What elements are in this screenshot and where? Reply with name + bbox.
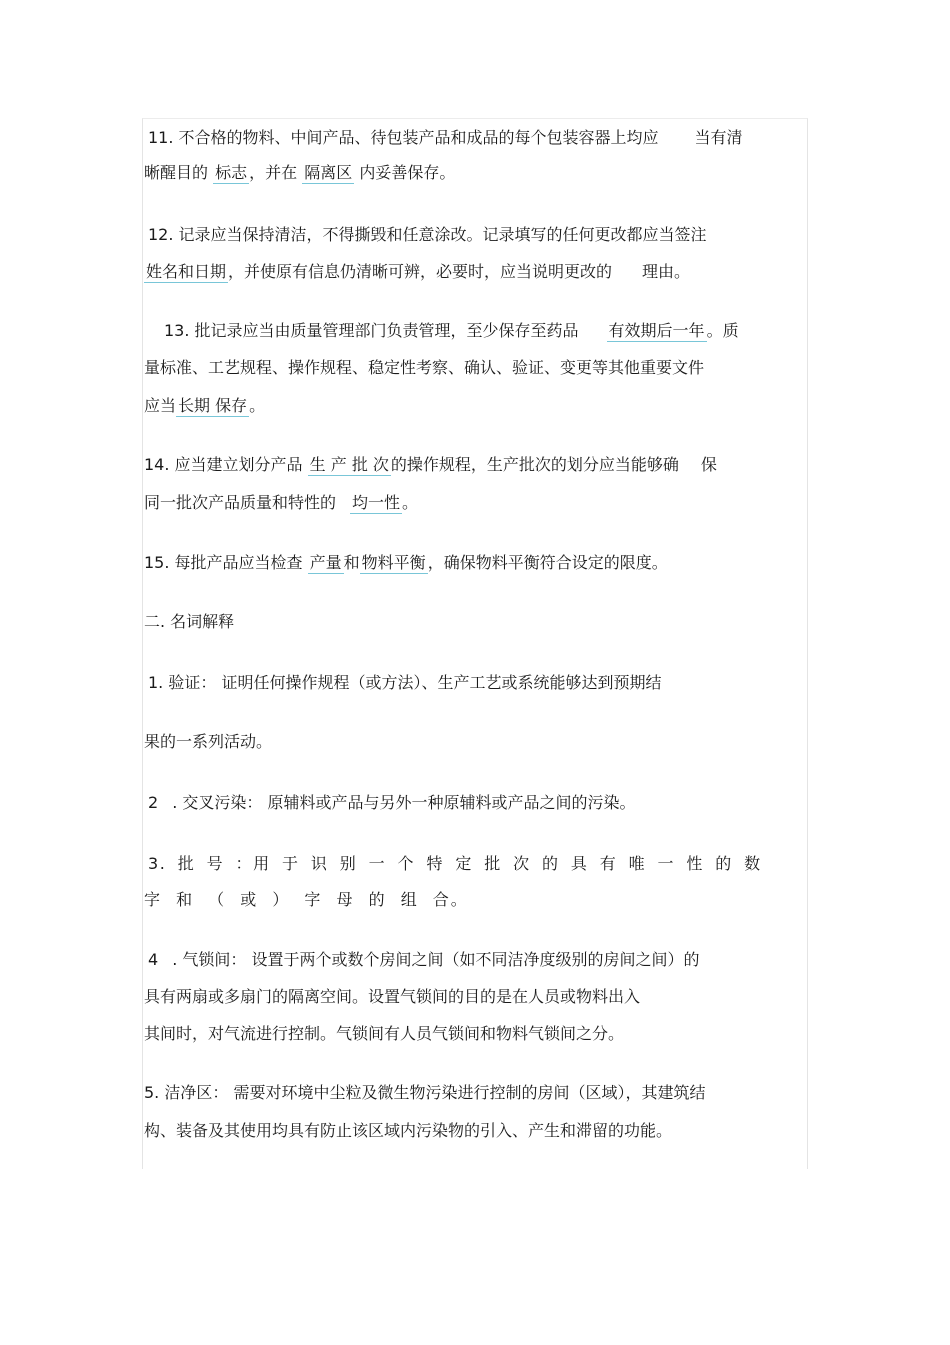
q13-text-e: 。 — [249, 396, 266, 415]
q11-answer-1: 标志 — [215, 163, 248, 182]
q15-answer-1: 产量 — [309, 553, 342, 572]
term2-line — [148, 793, 635, 813]
q11-line2 — [144, 163, 455, 183]
term4-line3 — [144, 1024, 624, 1044]
q13-text-b: 。质 — [706, 321, 739, 340]
q15-text-c: ，确保物料平衡符合设定的限度。 — [427, 553, 668, 572]
q11-text-d: ，并在 — [249, 163, 298, 182]
q13-line3 — [144, 396, 265, 416]
term5-text-b: 构、装备及其使用均具有防止该区域内污染物的引入、产生和滞留的功能。 — [144, 1121, 673, 1140]
q14-line2 — [144, 493, 418, 513]
q14-text-b: 的操作规程，生产批次的划分应当能够确 — [390, 455, 679, 474]
term2-number: 2 — [148, 793, 159, 812]
term4-text-b: 具有两扇或多扇门的隔离空间。设置气锁间的目的是在人员或物料出入 — [144, 987, 641, 1006]
q13-line2 — [144, 358, 704, 378]
term3-line2 — [144, 890, 469, 910]
term3-line1 — [148, 854, 762, 874]
q15-text-b: 和 — [343, 553, 360, 572]
q12-text-c: 理由。 — [642, 262, 691, 281]
q14-answer-1: 生 产 批 次 — [309, 455, 389, 474]
q13-line1 — [164, 321, 739, 341]
q12-text-a: 12. 记录应当保持清洁，不得撕毁和任意涂改。记录填写的任何更改都应当签注 — [148, 225, 707, 244]
q13-answer-2: 长期 保存 — [178, 396, 248, 415]
term3-text-a: 3. 批 号 ：用 于 识 别 一 个 特 定 批 次 的 具 有 唯 一 性 的 数 — [148, 854, 762, 873]
term1-line1 — [148, 673, 661, 693]
term4-line1 — [148, 950, 699, 970]
term4-text-c: 其间时，对气流进行控制。气锁间有人员气锁间和物料气锁间之分。 — [144, 1024, 625, 1043]
term5-line2 — [144, 1121, 672, 1141]
term5-text-a: 5. 洁净区： 需要对环境中尘粒及微生物污染进行控制的房间（区域），其建筑结 — [144, 1083, 706, 1102]
q14-text-a: 14. 应当建立划分产品 — [144, 455, 303, 474]
q15-line — [144, 553, 668, 573]
q12-line1 — [148, 225, 707, 245]
term3-text-b: 字 和 （ 或 ） 字 母 的 组 合。 — [144, 890, 469, 909]
q14-answer-2: 均一性 — [352, 493, 401, 512]
q12-answer-1: 姓名和日期 — [146, 262, 227, 281]
q11-text-e: 内妥善保存。 — [359, 163, 456, 182]
q13-text-a: 13. 批记录应当由质量管理部门负责管理，至少保存至药品 — [164, 321, 579, 340]
q15-answer-2: 物料平衡 — [361, 553, 426, 572]
q12-line2 — [144, 262, 690, 282]
term4-number: 4 — [148, 950, 159, 969]
term4-line2 — [144, 987, 640, 1007]
q12-text-b: ，并使原有信息仍清晰可辨，必要时，应当说明更改的 — [228, 262, 613, 281]
term1-line2 — [144, 732, 272, 752]
q13-text-d: 应当 — [144, 396, 177, 415]
q11-text-c: 晰醒目的 — [144, 163, 209, 182]
q13-text-c: 量标准、工艺规程、操作规程、稳定性考察、确认、验证、变更等其他重要文件 — [144, 358, 705, 377]
q11-text-b: 当有清 — [694, 128, 743, 147]
section-2-heading — [144, 612, 234, 632]
q15-text-a: 15. 每批产品应当检查 — [144, 553, 303, 572]
q11-line1 — [148, 128, 743, 148]
term1-text-a: 1. 验证： 证明任何操作规程（或方法）、生产工艺或系统能够达到预期结 — [148, 673, 662, 692]
term1-text-b: 果的一系列活动。 — [144, 732, 273, 751]
q11-text-a: 11. 不合格的物料、中间产品、待包装产品和成品的每个包装容器上均应 — [148, 128, 659, 147]
q13-answer-1: 有效期后一年 — [608, 321, 705, 340]
q14-text-c: 保 — [700, 455, 717, 474]
term5-line1 — [144, 1083, 705, 1103]
term2-text: . 交叉污染： 原辅料或产品与另外一种原辅料或产品之间的污染。 — [172, 793, 636, 812]
term4-text-a: . 气锁间： 设置于两个或数个房间之间（如不同洁净度级别的房间之间）的 — [172, 950, 700, 969]
q11-answer-2: 隔离区 — [304, 163, 353, 182]
q14-line1 — [144, 455, 717, 475]
q14-text-e: 。 — [402, 493, 419, 512]
section-2-title: 二. 名词解释 — [144, 612, 235, 631]
q14-text-d: 同一批次产品质量和特性的 — [144, 493, 337, 512]
